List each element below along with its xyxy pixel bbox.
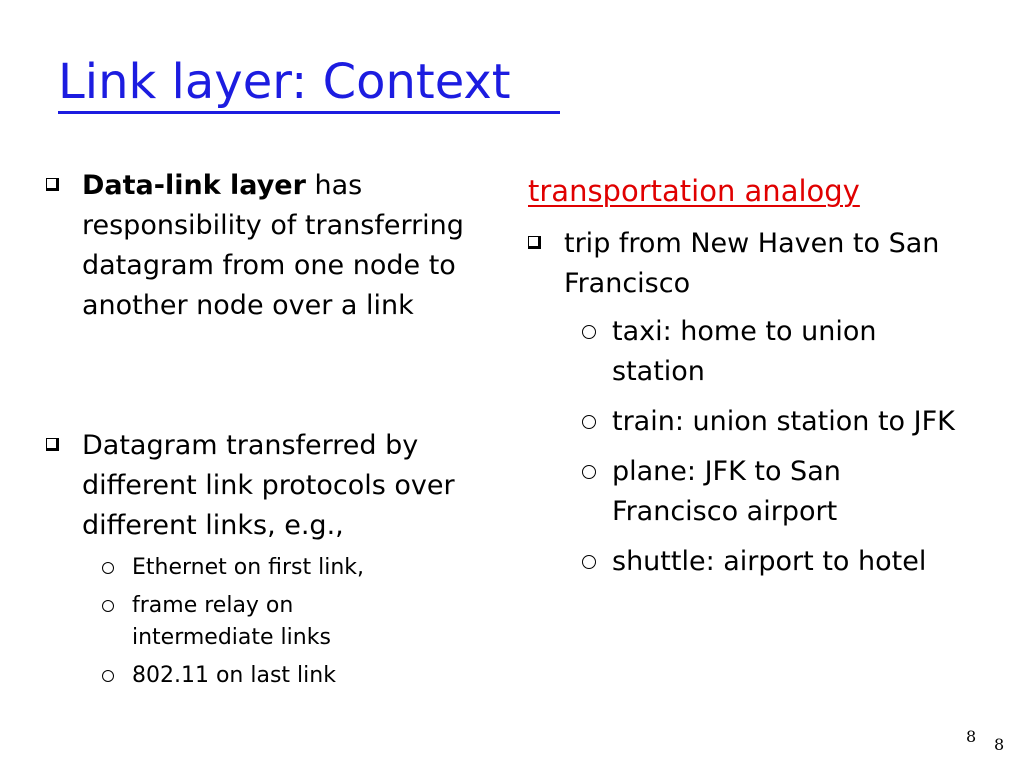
circle-bullet-icon bbox=[582, 465, 596, 479]
slide-title: Link layer: Context bbox=[58, 54, 511, 110]
sub-bullet-taxi bbox=[582, 312, 968, 392]
page-number: 8 bbox=[966, 727, 977, 746]
bullet-datagram-transferred bbox=[46, 426, 502, 546]
sub-bullet-shuttle bbox=[582, 542, 968, 582]
trip-text: trip from New Haven to San Francisco bbox=[564, 228, 940, 299]
sub-bullet-80211 bbox=[102, 660, 502, 692]
sub-bullet-plane bbox=[582, 452, 968, 532]
square-bullet-icon bbox=[528, 236, 541, 249]
square-bullet-icon bbox=[46, 178, 59, 191]
bullet-trip bbox=[528, 224, 968, 304]
sub-bullet-ethernet bbox=[102, 552, 502, 584]
data-link-layer-description: has responsibility of transferring datagram from one node to another node over a link bbox=[82, 170, 464, 321]
circle-bullet-icon bbox=[582, 325, 596, 339]
circle-bullet-icon bbox=[582, 415, 596, 429]
circle-bullet-icon bbox=[102, 562, 114, 574]
circle-bullet-icon bbox=[102, 600, 114, 612]
right-column bbox=[528, 170, 968, 582]
sub-bullet-text: frame relay on intermediate links bbox=[132, 593, 331, 650]
bullet-data-link-layer bbox=[46, 166, 502, 366]
datagram-transferred-text: Datagram transferred by different link protocols over different links, e.g., bbox=[82, 430, 455, 541]
sub-bullet-frame-relay bbox=[102, 590, 392, 654]
circle-bullet-icon bbox=[582, 555, 596, 569]
sub-bullet-text: 802.11 on last link bbox=[132, 663, 336, 688]
left-column bbox=[46, 166, 502, 692]
circle-bullet-icon bbox=[102, 670, 114, 682]
page-number-secondary: 8 bbox=[994, 735, 1005, 754]
square-bullet-icon bbox=[46, 438, 59, 451]
sub-bullet-text: plane: JFK to San Francisco airport bbox=[612, 456, 841, 527]
sub-bullet-text: shuttle: airport to hotel bbox=[612, 546, 927, 577]
sub-bullet-text: taxi: home to union station bbox=[612, 316, 877, 387]
sub-bullet-text: train: union station to JFK bbox=[612, 406, 955, 437]
data-link-layer-term: Data-link layer bbox=[82, 170, 306, 201]
sub-bullet-text: Ethernet on first link, bbox=[132, 555, 365, 580]
title-underline bbox=[58, 111, 560, 114]
sub-bullet-train bbox=[582, 402, 968, 442]
analogy-heading: transportation analogy bbox=[528, 174, 860, 208]
